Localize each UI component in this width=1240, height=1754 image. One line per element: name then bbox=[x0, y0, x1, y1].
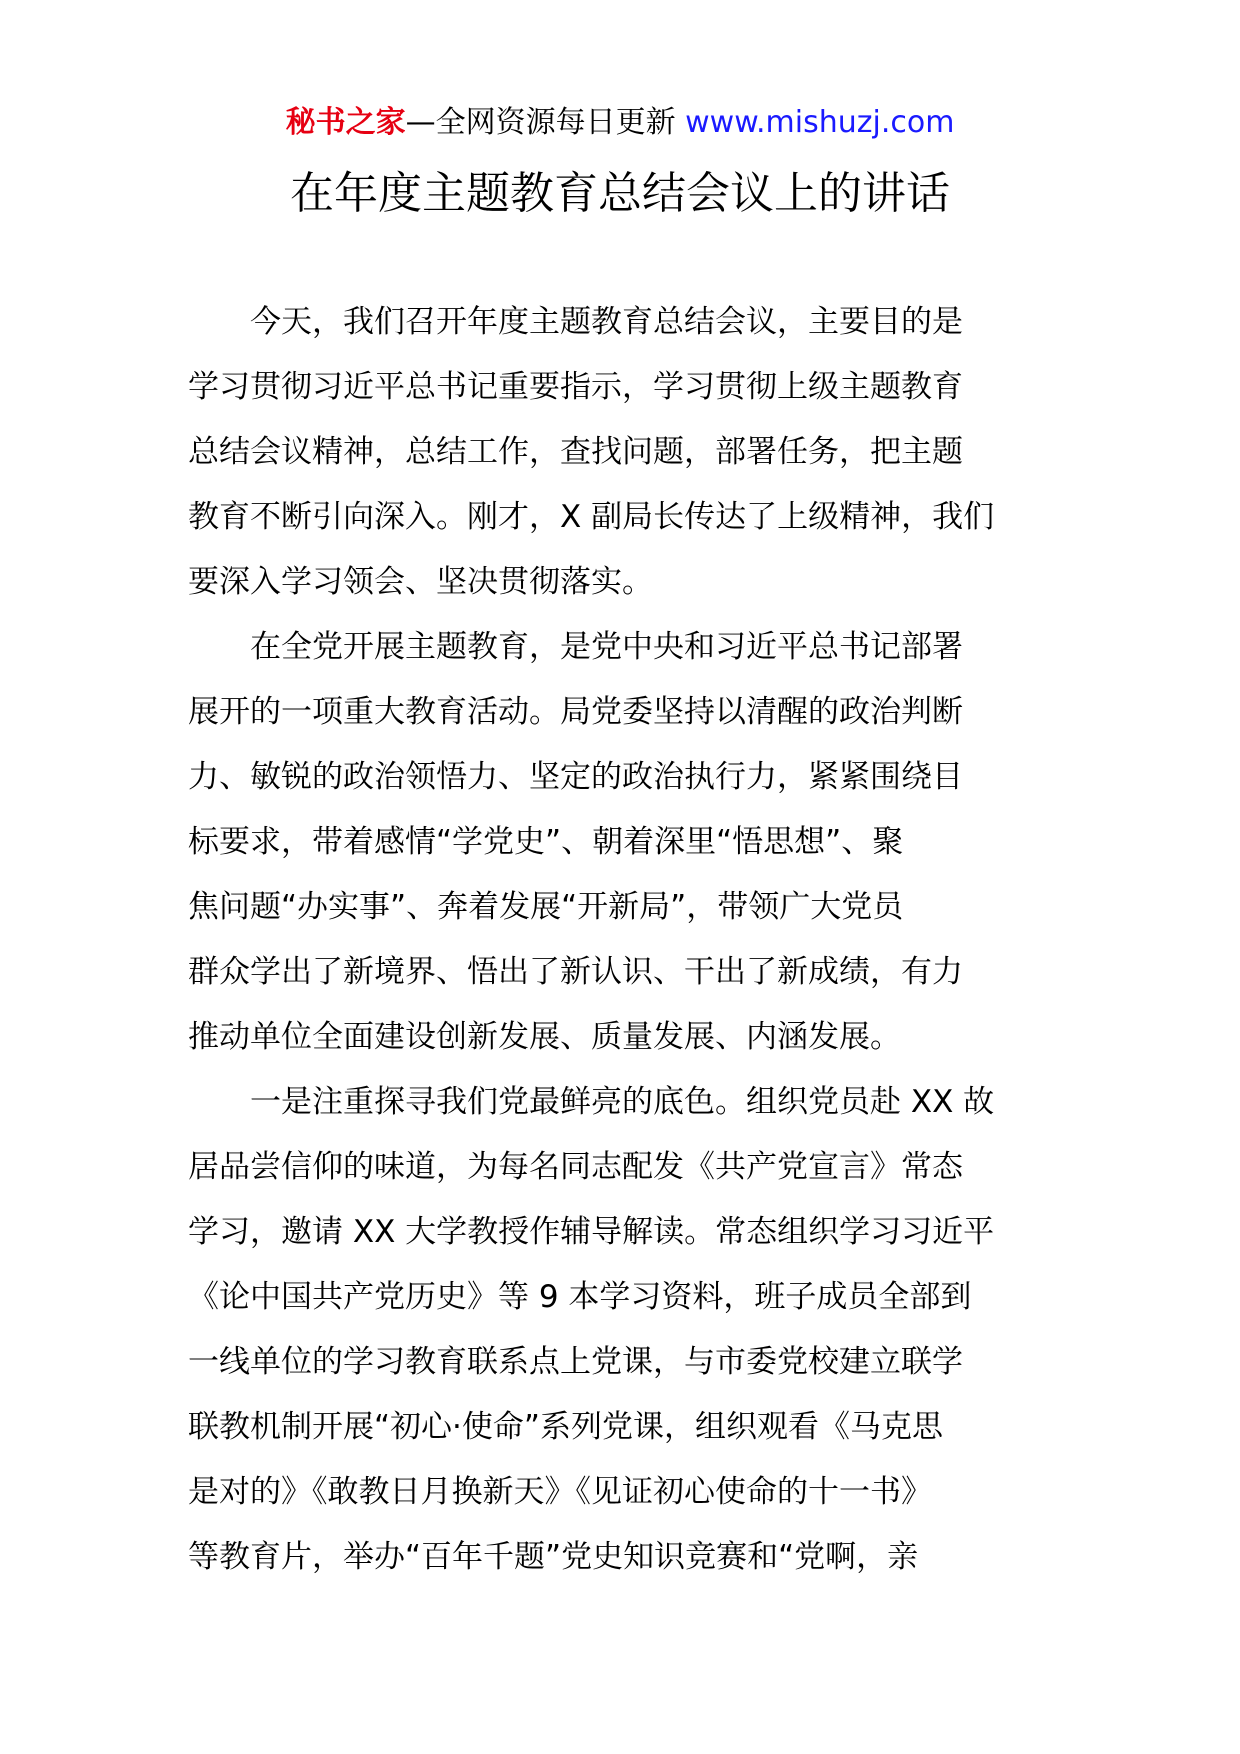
text-line: 焦问题“办实事”、奔着发展“开新局”，带领广大党员 bbox=[188, 889, 904, 925]
text-line: 展开的一项重大教育活动。局党委坚持以清醒的政治判断 bbox=[188, 694, 963, 730]
site-tagline: —全网资源每日更新 bbox=[405, 105, 676, 140]
text-line: 在全党开展主题教育，是党中央和习近平总书记部署 bbox=[250, 629, 963, 665]
text-line: 推动单位全面建设创新发展、质量发展、内涵发展。 bbox=[188, 1019, 901, 1055]
text-line: 力、敏锐的政治领悟力、坚定的政治执行力，紧紧围绕目 bbox=[188, 759, 963, 795]
paragraph-point-one bbox=[188, 1070, 1054, 1590]
site-header bbox=[0, 100, 1240, 146]
document-title: 在年度主题教育总结会议上的讲话 bbox=[290, 168, 950, 219]
text-line: 要深入学习领会、坚决贯彻落实。 bbox=[188, 564, 653, 600]
text-line: 联教机制开展“初心·使命”系列党课，组织观看《马克思 bbox=[188, 1409, 943, 1445]
document-body bbox=[188, 290, 1054, 1590]
site-url-link[interactable]: www.mishuzj.com bbox=[685, 105, 955, 140]
text-line: 教育不断引向深入。刚才，X 副局长传达了上级精神，我们 bbox=[188, 499, 995, 535]
paragraph-overview bbox=[188, 615, 1054, 1070]
text-line: 群众学出了新境界、悟出了新认识、干出了新成绩，有力 bbox=[188, 954, 963, 990]
text-line: 今天，我们召开年度主题教育总结会议，主要目的是 bbox=[250, 304, 963, 340]
text-line: 居品尝信仰的味道，为每名同志配发《共产党宣言》常态 bbox=[188, 1149, 963, 1185]
text-line: 《论中国共产党历史》等 9 本学习资料，班子成员全部到 bbox=[188, 1279, 972, 1315]
text-line: 是对的》《敢教日月换新天》《见证初心使命的十一书》 bbox=[188, 1474, 932, 1510]
site-brand: 秘书之家 bbox=[285, 105, 406, 140]
paragraph-intro bbox=[188, 290, 1054, 615]
text-line: 一是注重探寻我们党最鲜亮的底色。组织党员赴 XX 故 bbox=[250, 1084, 995, 1120]
text-line: 学习，邀请 XX 大学教授作辅导解读。常态组织学习习近平 bbox=[188, 1214, 995, 1250]
text-line: 标要求，带着感情“学党史”、朝着深里“悟思想”、聚 bbox=[188, 824, 904, 860]
text-line: 总结会议精神，总结工作，查找问题，部署任务，把主题 bbox=[188, 434, 963, 470]
text-line: 一线单位的学习教育联系点上党课，与市委党校建立联学 bbox=[188, 1344, 963, 1380]
text-line: 等教育片，举办“百年千题”党史知识竞赛和“党啊，亲 bbox=[188, 1539, 919, 1575]
text-line: 学习贯彻习近平总书记重要指示，学习贯彻上级主题教育 bbox=[188, 369, 963, 405]
